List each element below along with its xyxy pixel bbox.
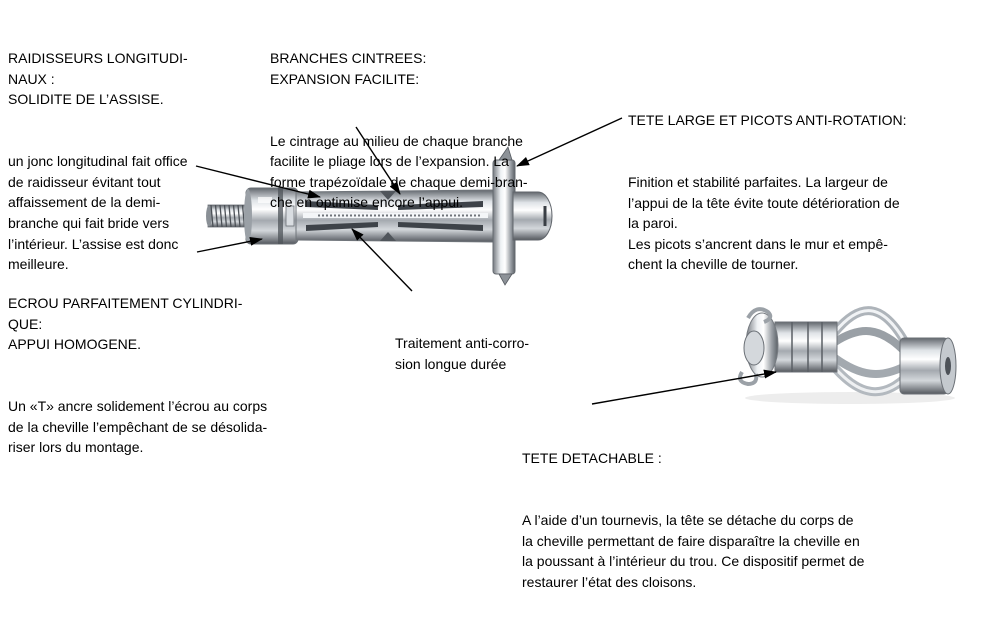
callout-stiffeners-body: un jonc longitudinal fait office de raidisseur évitant tout affaissement de la demi- branche qui fait bride vers l’intérieur. L’assise est donc meilleure. (8, 153, 188, 273)
callout-curved-branches (270, 7, 528, 254)
callout-wide-head (628, 69, 906, 316)
expanded-branches (835, 311, 905, 392)
callout-cylindrical-nut (8, 252, 267, 499)
callout-wide-head-heading: TETE LARGE ET PICOTS ANTI-ROTATION: (628, 112, 907, 129)
callout-stiffeners-heading: RAIDISSEURS LONGITUDI- NAUX : SOLIDITE DE L’ASSISE. (8, 50, 188, 108)
expanded-collar (775, 322, 837, 372)
expanded-nut (900, 338, 956, 394)
arrow-wide-head (517, 118, 622, 166)
callout-detachable-head (522, 407, 864, 634)
anchor-expanded-photo (740, 309, 956, 404)
callout-corrosion-body: Traitement anti-corro- sion longue durée (395, 335, 530, 372)
callout-detachable-head-body: A l’aide d’un tournevis, la tête se détache du corps de la cheville permettant de faire disparaître la cheville en la poussant à l’intérieur du trou. Ce dispositif permet de restaurer l’état des cloisons. (522, 511, 865, 590)
callout-wide-head-body: Finition et stabilité parfaites. La largeur de l’appui de la tête évite toute détérioration de la paroi. Les picots s’ancrent dans le mur et empê- chent la cheville de tourner. (628, 173, 900, 273)
callout-curved-branches-body: Le cintrage au milieu de chaque branche facilite le pliage lors de l’expansion. La forme trapézoïdale de chaque demi-bran- che en optimise encore l’appui. (270, 132, 528, 211)
callout-corrosion (395, 292, 529, 416)
callout-curved-branches-heading: BRANCHES CINTREES: EXPANSION FACILITE: (270, 50, 427, 87)
arrow-cylindrical-nut (197, 239, 262, 252)
callout-cylindrical-nut-body: Un «T» ancre solidement l’écrou au corps de la cheville l’empêchant de se désolida- riser lors du montage. (8, 398, 268, 456)
callout-cylindrical-nut-heading: ECROU PARFAITEMENT CYLINDRI- QUE: APPUI HOMOGENE. (8, 295, 243, 353)
callout-detachable-head-heading: TETE DETACHABLE : (522, 450, 662, 467)
